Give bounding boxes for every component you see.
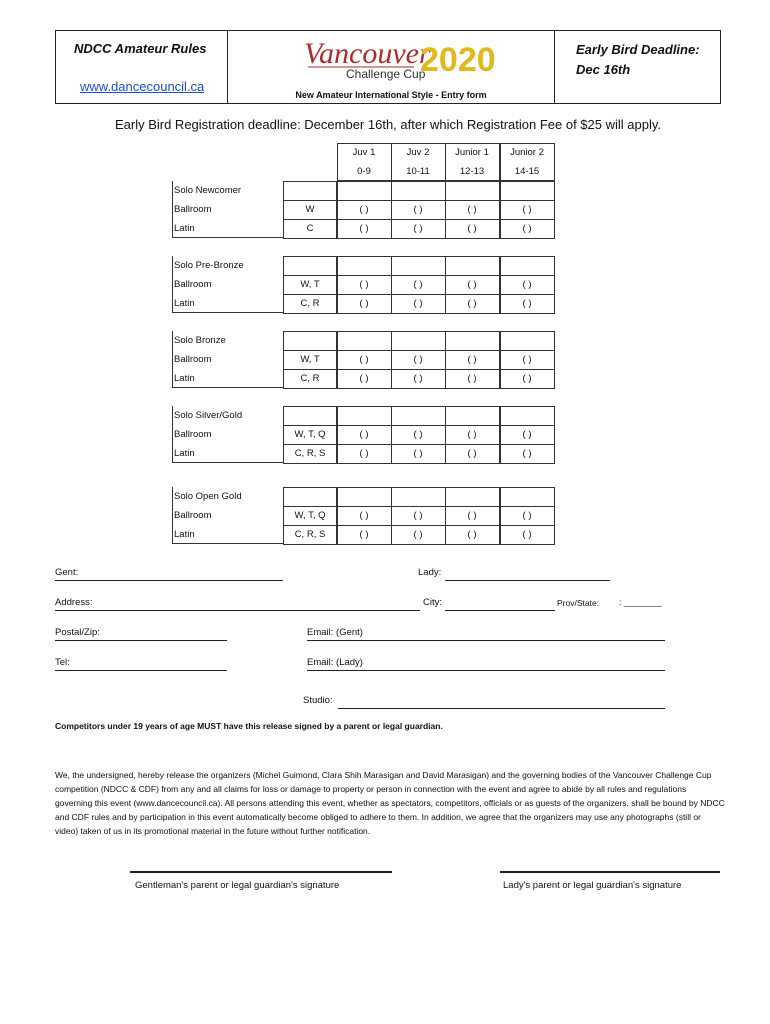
latin-label: Latin — [174, 298, 195, 309]
tel-label: Tel: — [55, 657, 70, 668]
dance-cell — [283, 181, 337, 201]
entry-checkbox[interactable]: ( ) — [467, 448, 477, 459]
entry-cell — [445, 406, 500, 426]
entry-cell — [337, 181, 392, 201]
city-label: City: — [423, 597, 442, 608]
studio-label: Studio: — [303, 695, 333, 706]
entry-checkbox[interactable]: ( ) — [467, 354, 477, 365]
address-label: Address: — [55, 597, 93, 608]
city-input-line[interactable] — [445, 610, 555, 611]
ballroom-dances: W — [305, 204, 315, 215]
label-block — [172, 406, 283, 463]
latin-dances: C, R — [300, 298, 320, 309]
entry-checkbox[interactable]: ( ) — [359, 279, 369, 290]
entry-cell — [500, 256, 555, 276]
dance-cell — [283, 406, 337, 426]
release-note: Competitors under 19 years of age MUST have this release signed by a parent or legal guardian. — [55, 721, 443, 731]
entry-checkbox[interactable]: ( ) — [359, 298, 369, 309]
column-header-cell — [337, 143, 392, 181]
entry-cell — [337, 331, 392, 351]
entry-checkbox[interactable]: ( ) — [467, 429, 477, 440]
email-gent-input-line[interactable] — [307, 640, 665, 641]
entry-checkbox[interactable]: ( ) — [467, 204, 477, 215]
entry-checkbox[interactable]: ( ) — [413, 429, 423, 440]
lady-input-line[interactable] — [445, 580, 610, 581]
division-title: Solo Bronze — [174, 335, 226, 346]
deadline-line1: Early Bird Deadline: — [576, 42, 700, 57]
gent-signature-label: Gentleman's parent or legal guardian's signature — [135, 880, 340, 891]
entry-checkbox[interactable]: ( ) — [413, 223, 423, 234]
column-name: Junior 1 — [455, 147, 489, 158]
label-block — [172, 256, 283, 313]
column-header-cell — [500, 143, 555, 181]
dance-cell — [283, 487, 337, 507]
entry-checkbox[interactable]: ( ) — [522, 373, 532, 384]
entry-checkbox[interactable]: ( ) — [467, 373, 477, 384]
entry-checkbox[interactable]: ( ) — [467, 279, 477, 290]
ballroom-dances: W, T — [300, 279, 320, 290]
lady-signature-label: Lady's parent or legal guardian's signature — [503, 880, 682, 891]
entry-checkbox[interactable]: ( ) — [522, 298, 532, 309]
ballroom-dances: W, T — [300, 354, 320, 365]
entry-checkbox[interactable]: ( ) — [413, 529, 423, 540]
division-title: Solo Silver/Gold — [174, 410, 243, 421]
entry-checkbox[interactable]: ( ) — [359, 429, 369, 440]
entry-checkbox[interactable]: ( ) — [522, 429, 532, 440]
entry-cell — [500, 487, 555, 507]
rules-title: NDCC Amateur Rules — [74, 41, 207, 56]
label-block — [172, 181, 283, 238]
label-block — [172, 487, 283, 544]
column-header-cell — [445, 143, 500, 181]
studio-input-line[interactable] — [338, 708, 665, 709]
ballroom-label: Ballroom — [174, 279, 212, 290]
latin-label: Latin — [174, 529, 195, 540]
entry-checkbox[interactable]: ( ) — [467, 510, 477, 521]
entry-checkbox[interactable]: ( ) — [522, 448, 532, 459]
entry-cell — [391, 256, 446, 276]
entry-checkbox[interactable]: ( ) — [467, 298, 477, 309]
latin-dances: C, R, S — [294, 529, 326, 540]
latin-label: Latin — [174, 223, 195, 234]
ballroom-label: Ballroom — [174, 354, 212, 365]
entry-checkbox[interactable]: ( ) — [359, 223, 369, 234]
latin-dances: C, R, S — [294, 448, 326, 459]
entry-cell — [500, 181, 555, 201]
dance-cell — [283, 331, 337, 351]
entry-checkbox[interactable]: ( ) — [413, 448, 423, 459]
early-bird-deadline — [576, 40, 700, 80]
column-ages: 12-13 — [459, 166, 485, 177]
entry-cell — [500, 331, 555, 351]
entry-cell — [445, 256, 500, 276]
tel-input-line[interactable] — [55, 670, 227, 671]
entry-checkbox[interactable]: ( ) — [413, 298, 423, 309]
lady-label: Lady: — [418, 567, 442, 578]
division-title: Solo Open Gold — [174, 491, 242, 502]
entry-cell — [391, 181, 446, 201]
entry-cell — [500, 406, 555, 426]
prov-state-label: Prov/State: — [557, 598, 600, 608]
label-block — [172, 331, 283, 388]
entry-checkbox[interactable]: ( ) — [359, 510, 369, 521]
column-ages: 14-15 — [514, 166, 540, 177]
entry-checkbox[interactable]: ( ) — [359, 373, 369, 384]
gent-label: Gent: — [55, 567, 79, 578]
entry-checkbox[interactable]: ( ) — [467, 223, 477, 234]
ballroom-dances: W, T, Q — [294, 429, 326, 440]
entry-checkbox[interactable]: ( ) — [522, 510, 532, 521]
latin-label: Latin — [174, 373, 195, 384]
entry-cell — [445, 331, 500, 351]
column-header-cell — [391, 143, 446, 181]
latin-dances: C — [306, 223, 314, 234]
entry-cell — [445, 487, 500, 507]
entry-cell — [337, 406, 392, 426]
entry-checkbox[interactable]: ( ) — [413, 373, 423, 384]
entry-checkbox[interactable]: ( ) — [467, 529, 477, 540]
entry-checkbox[interactable]: ( ) — [359, 448, 369, 459]
entry-checkbox[interactable]: ( ) — [359, 204, 369, 215]
email-gent-label: Email: (Gent) — [307, 627, 363, 638]
address-input-line[interactable] — [55, 610, 420, 611]
gent-input-line[interactable] — [55, 580, 283, 581]
email-lady-input-line[interactable] — [307, 670, 665, 671]
entry-checkbox[interactable]: ( ) — [522, 204, 532, 215]
column-name: Juv 2 — [406, 147, 430, 158]
ballroom-label: Ballroom — [174, 510, 212, 521]
entry-cell — [337, 256, 392, 276]
entry-checkbox[interactable]: ( ) — [522, 354, 532, 365]
entry-checkbox[interactable]: ( ) — [522, 529, 532, 540]
column-name: Junior 2 — [510, 147, 544, 158]
lady-signature-line[interactable] — [500, 871, 720, 873]
entry-checkbox[interactable]: ( ) — [359, 354, 369, 365]
ballroom-label: Ballroom — [174, 204, 212, 215]
ballroom-dances: W, T, Q — [294, 510, 326, 521]
entry-cell — [391, 331, 446, 351]
entry-checkbox[interactable]: ( ) — [359, 529, 369, 540]
division-title: Solo Newcomer — [174, 185, 242, 196]
vancouver-challenge-cup-logo — [302, 31, 496, 87]
entry-checkbox[interactable]: ( ) — [413, 204, 423, 215]
latin-dances: C, R — [300, 373, 320, 384]
entry-cell — [391, 487, 446, 507]
dance-cell — [283, 256, 337, 276]
column-name: Juv 1 — [352, 147, 376, 158]
logo-year: 2020 — [420, 41, 496, 79]
column-ages: 10-11 — [406, 166, 430, 177]
ballroom-label: Ballroom — [174, 429, 212, 440]
entry-checkbox[interactable]: ( ) — [522, 279, 532, 290]
entry-checkbox[interactable]: ( ) — [413, 354, 423, 365]
gent-signature-line[interactable] — [130, 871, 392, 873]
deadline-line2: Dec 16th — [576, 62, 631, 77]
prov-state-blank[interactable]: : ________ — [619, 597, 662, 607]
latin-label: Latin — [174, 448, 195, 459]
division-title: Solo Pre-Bronze — [174, 260, 244, 271]
entry-checkbox[interactable]: ( ) — [413, 279, 423, 290]
postal-label: Postal/Zip: — [55, 627, 100, 638]
entry-checkbox[interactable]: ( ) — [522, 223, 532, 234]
release-text: We, the undersigned, hereby release the organizers (Michel Guimond, Clara Shih Marasigan and David Marasigan) and the governing bodies of the Vancouver Challenge Cup competition (NDCC & CDF) from any and all claims for loss or damage to property or person in connection with the event and agree to abide by all rules and regulations governing this event (www.dancecouncil.ca). All persons attending this event, whether as spectators, competitors, officials or as guests of the organizers, shall be bound by NDCC and CDF rules and by participation in this event automatically become obliged to adhere to them. In addition, we agree that the organizers may use any photographs (still or video) taken of us in its promotional material in the future without further notification. — [55, 770, 725, 836]
logo-word: Vancouver — [304, 37, 431, 70]
email-lady-label: Email: (Lady) — [307, 657, 363, 668]
postal-input-line[interactable] — [55, 640, 227, 641]
entry-checkbox[interactable]: ( ) — [413, 510, 423, 521]
early-bird-notice: Early Bird Registration deadline: December 16th, after which Registration Fee of $25 will apply. — [114, 117, 662, 132]
dancecouncil-link[interactable]: www.dancecouncil.ca — [80, 79, 205, 94]
column-ages: 0-9 — [357, 166, 371, 177]
entry-cell — [445, 181, 500, 201]
form-caption: New Amateur International Style - Entry form — [295, 90, 487, 100]
entry-cell — [337, 487, 392, 507]
entry-cell — [391, 406, 446, 426]
logo-subtitle: Challenge Cup — [346, 67, 426, 81]
